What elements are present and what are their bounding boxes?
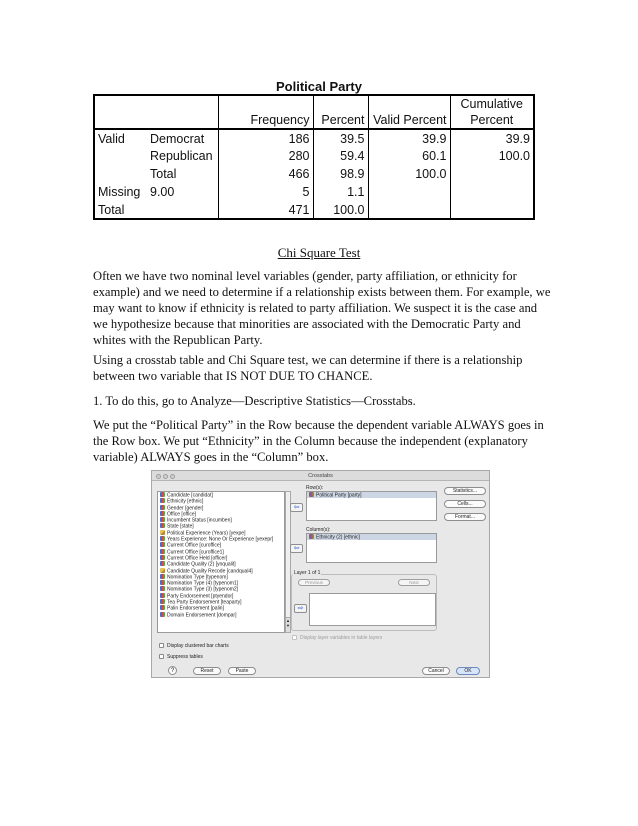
section-title: Chi Square Test [277,245,361,260]
variable-list-item[interactable]: Domain Endorsement [dompar] [158,612,284,618]
header-blank [368,95,450,112]
table-title: Political Party [276,79,362,94]
variable-list-item[interactable]: Candidate [candidat] [158,492,284,498]
paragraph-crosstab: Using a crosstab table and Chi Square test, we can determine if there is a relationship between two variable that IS NOT DUE TO CHANCE. [93,353,523,383]
close-window-icon[interactable] [156,474,161,479]
variable-list-item[interactable]: Palin Endorsement [palin] [158,605,284,611]
arrow-left-icon: ⇦ [293,504,300,511]
arrow-right-icon: ⇨ [297,605,304,612]
header-valid-percent: Valid Percent [368,112,450,129]
suppress-tables-checkbox[interactable]: Suppress tables [159,654,203,660]
header-blank [218,95,313,112]
nominal-variable-icon [160,511,165,516]
nominal-variable-icon [160,593,165,598]
crosstabs-dialog [151,470,490,678]
paragraph-intro: Often we have two nominal level variables (gender, party affiliation, or ethnicity for example) and we need to determine if a relationship exists between them. For example, we may want to know if ethnicity is related to party affiliation. We suspect it is the case and we hypothesize because that minorities are associated with the Democratic Party and whites with the Republican Party. [93,269,551,347]
variable-list-item[interactable]: State [state] [158,523,284,529]
previous-layer-button[interactable]: Previous [298,579,330,586]
table-row: Total 466 98.9 100.0 [94,165,534,183]
variable-list[interactable] [157,491,285,633]
variable-list-item[interactable]: Nomination Type (3) [typenom2] [158,586,284,592]
variable-list-item[interactable]: Gender [gender] [158,505,284,511]
table-row: Republican 280 59.4 60.1 100.0 [94,147,534,165]
nominal-variable-icon [160,536,165,541]
nominal-variable-icon [309,492,314,497]
nominal-variable-icon [160,542,165,547]
variable-list-item[interactable]: Ethnicity [ethnic] [158,498,284,504]
variable-list-item[interactable]: Years Experience: None Or Experience [yexepr] [158,536,284,542]
frequency-table [93,94,535,220]
ok-button[interactable]: OK [456,667,480,675]
variable-list-item[interactable]: Nomination Type (4) [typenom1] [158,580,284,586]
nominal-variable-icon [160,561,165,566]
nominal-variable-icon [160,492,165,497]
next-layer-button[interactable]: Next [398,579,430,586]
nominal-variable-icon [160,523,165,528]
variable-list-item[interactable]: Incumbent Status [incumben] [158,517,284,523]
window-controls [156,473,177,483]
variable-list-item[interactable]: Tea Party Endorsement [teaparty] [158,599,284,605]
header-blank [94,95,147,112]
cells-button[interactable]: Cells... [444,500,486,508]
variable-list-item[interactable]: Office [office] [158,511,284,517]
nominal-variable-icon [160,498,165,503]
nominal-variable-icon [160,574,165,579]
nominal-variable-icon [160,555,165,560]
scale-variable-icon [160,568,165,573]
zoom-window-icon[interactable] [170,474,175,479]
paste-button[interactable]: Paste [228,667,256,675]
columns-label: Column(s): [306,527,331,533]
checkbox-icon [159,654,164,659]
row-variable[interactable]: Political Party [party] [307,492,436,498]
nominal-variable-icon [160,517,165,522]
columns-box[interactable] [306,533,437,563]
cancel-button[interactable]: Cancel [422,667,450,675]
variable-list-item[interactable]: Candidate Quality (2) [ynqualit] [158,561,284,567]
nominal-variable-icon [160,580,165,585]
header-blank [313,95,368,112]
scroll-arrows[interactable]: ▲ ▼ [285,617,291,633]
header-cumulative: Cumulative [450,95,534,112]
nominal-variable-icon [160,549,165,554]
rows-box[interactable] [306,491,437,521]
format-button[interactable]: Format... [444,513,486,521]
variable-list-item[interactable]: Current Office Held [officer] [158,555,284,561]
rows-label: Row(s): [306,485,324,491]
dialog-title: Crosstabs [308,473,333,479]
nominal-variable-icon [309,534,314,539]
variable-list-item[interactable]: Nomination Type [typenom] [158,574,284,580]
table-row: Missing 9.00 5 1.1 [94,183,534,201]
variable-list-item[interactable]: Party Endorsement [ptyendor] [158,593,284,599]
nominal-variable-icon [160,599,165,604]
dialog-titlebar [152,471,489,481]
nominal-variable-icon [160,586,165,591]
variable-list-item[interactable]: Candidate Quality Recode [candqual4] [158,568,284,574]
table-row: Valid Democrat 186 39.5 39.9 39.9 [94,129,534,147]
scale-variable-icon [160,530,165,535]
statistics-button[interactable]: Statistics... [444,487,486,495]
column-variable[interactable]: Ethnicity (2) [ethnic] [307,534,436,540]
header-percent: Percent [313,112,368,129]
paragraph-row-column: We put the “Political Party” in the Row because the dependent variable ALWAYS goes in the Row box. We put “Ethnicity” in the Column because the independent (explanatory variable) ALWAYS goes in the “Column” box. [93,418,544,464]
display-layer-checkbox[interactable]: Display layer variables in table layers [292,635,382,641]
header-blank [147,95,218,112]
variable-list-item[interactable]: Political Experience (Years) [yexpe] [158,530,284,536]
nominal-variable-icon [160,612,165,617]
nominal-variable-icon [160,605,165,610]
paragraph-step-1: 1. To do this, go to Analyze—Descriptive Statistics—Crosstabs. [93,394,416,408]
move-to-columns-button[interactable] [290,544,303,553]
minimize-window-icon[interactable] [163,474,168,479]
checkbox-icon [159,643,164,648]
move-to-rows-button[interactable] [290,503,303,512]
table-row: Total 471 100.0 [94,201,534,219]
variable-list-item[interactable]: Current Office [curoffice] [158,542,284,548]
help-button[interactable]: ? [168,666,177,675]
clustered-bar-charts-checkbox[interactable]: Display clustered bar charts [159,643,229,649]
header-frequency: Frequency [218,112,313,129]
checkbox-icon [292,635,297,640]
header-cumulative-percent: Percent [450,112,534,129]
variable-list-item[interactable]: Current Office [curoffice1] [158,549,284,555]
reset-button[interactable]: Reset [193,667,221,675]
layer-box[interactable] [309,593,436,626]
arrow-left-icon: ⇦ [293,545,300,552]
nominal-variable-icon [160,505,165,510]
layer-label: Layer 1 of 1 [294,570,321,576]
move-to-layer-button[interactable] [294,604,307,613]
